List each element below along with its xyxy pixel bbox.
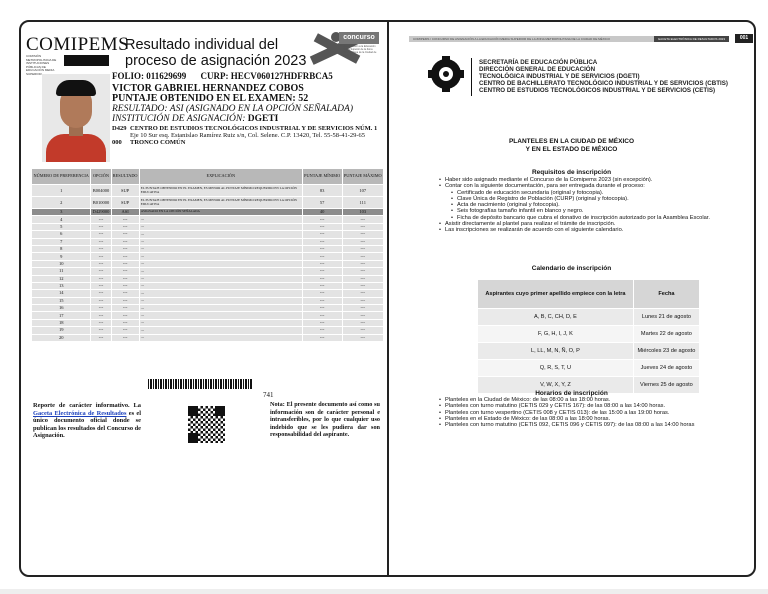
table-cell: --- (140, 312, 302, 318)
table-row (32, 261, 383, 267)
schedule-item: • Planteles con turno matutino (CETIS 029 y CETIS 167): de las 08:00 a las 14:00 horas. (439, 403, 714, 409)
calendar-row (478, 343, 699, 359)
table-cell: --- (112, 224, 139, 230)
org-line: CENTRO DE ESTUDIOS TECNOLÓGICOS INDUSTRIAL Y DE SERVICIOS (CETIS) (479, 87, 716, 94)
table-cell: --- (303, 253, 342, 259)
table-cell: --- (112, 253, 139, 259)
table-header-cell: RESULTADO (112, 169, 139, 184)
table-cell: --- (343, 312, 383, 318)
table-cell: --- (112, 290, 139, 296)
applicant-name: VICTOR GABRIEL HERNANDEZ COBOS (112, 83, 304, 94)
table-cell: --- (303, 312, 342, 318)
tronco-name: TRONCO COMÚN (130, 139, 186, 146)
institution-value: DGETI (247, 114, 279, 124)
requirement-item: • Contar con la siguiente documentación, para ser entregada durante el proceso: (439, 183, 714, 189)
requirement-item: • Clave Única de Registro de Población (CURP) (original y fotocopia). (439, 196, 714, 202)
table-cell: --- (91, 320, 110, 326)
table-cell: ASIGNADO EN LA OPCIÓN SEÑALADA (140, 209, 302, 215)
table-cell: --- (140, 327, 302, 333)
calendar-date: Jueves 24 de agosto (634, 360, 699, 376)
table-cell: 9 (32, 253, 90, 259)
calendar-date: Martes 22 de agosto (634, 326, 699, 342)
table-cell: 15 (32, 298, 90, 304)
calendar-letters: V, W, X, Y, Z (478, 377, 633, 393)
org-line: CENTRO DE BACHILLERATO TECNOLÓGICO INDUSTRIAL Y DE SERVICIOS (CBTIS) (479, 80, 728, 87)
table-cell: --- (343, 224, 383, 230)
table-header-cell: EXPLICACIÓN (140, 169, 302, 184)
table-cell: --- (343, 305, 383, 311)
table-cell: 7 (32, 239, 90, 245)
table-cell: --- (112, 320, 139, 326)
table-cell: --- (140, 216, 302, 222)
requirement-item: • Ficha de depósito bancario que cubra el donativo de inscripción autorizado por la Asamblea Escolar. (439, 215, 714, 221)
table-cell: --- (303, 283, 342, 289)
table-cell: --- (140, 239, 302, 245)
table-cell: --- (91, 253, 110, 259)
table-body (32, 185, 383, 341)
table-cell: --- (303, 335, 342, 341)
table-cell: --- (91, 246, 110, 252)
table-cell: --- (140, 261, 302, 267)
schedule-list (439, 397, 714, 428)
table-cell: 13 (32, 283, 90, 289)
table-row (32, 246, 383, 252)
calendar-letters: A, B, C, CH, D, E (478, 309, 633, 325)
preferences-table (31, 168, 384, 342)
table-cell: --- (140, 298, 302, 304)
logo-subtitle: COMISIÓN METROPOLITANA DE INSTITUCIONES PÚBLICAS DE EDUCACIÓN MEDIA SUPERIOR (26, 54, 57, 76)
table-cell: 8 (32, 246, 90, 252)
requirement-item: • Haber sido asignado mediante el Concurso de la Comipems 2023 (sin excepción). (439, 177, 714, 183)
table-header-row (32, 169, 383, 184)
table-cell: --- (91, 298, 110, 304)
table-cell: --- (343, 327, 383, 333)
table-cell: --- (303, 231, 342, 237)
table-cell: --- (140, 320, 302, 326)
barcode (148, 379, 253, 389)
report-text-pre: Reporte de carácter informativo. La (33, 402, 141, 409)
calendar-row (478, 360, 699, 376)
table-cell: 57 (303, 197, 342, 208)
schedule-title: Horarios de inscripción (535, 390, 608, 397)
table-cell: --- (303, 276, 342, 282)
table-row (32, 216, 383, 222)
table-cell: --- (303, 261, 342, 267)
folio-line (112, 71, 382, 82)
photo-hair (56, 80, 96, 96)
qr-code (187, 405, 226, 444)
table-cell: --- (112, 231, 139, 237)
table-row (32, 335, 383, 341)
table-cell: --- (91, 335, 110, 341)
calendar-body (478, 309, 699, 393)
table-cell: 1 (32, 185, 90, 196)
comipems-logo (26, 34, 130, 76)
calendar-title: Calendario de inscripción (531, 265, 612, 272)
table-cell: --- (343, 216, 383, 222)
table-cell: --- (343, 290, 383, 296)
table-cell: 16 (32, 305, 90, 311)
calendar-row (478, 309, 699, 325)
table-cell: --- (91, 327, 110, 333)
school-code: D429 (112, 125, 127, 132)
logo-word: COMIPEMS (26, 34, 130, 55)
table-cell: 4 (32, 216, 90, 222)
table-cell: --- (303, 246, 342, 252)
requirement-item: • Las inscripciones se realizarán de acuerdo con el siguiente calendario. (439, 227, 714, 233)
concurso-badge: concurso (339, 32, 379, 44)
table-cell: --- (303, 224, 342, 230)
report-notice (33, 402, 141, 440)
schedule-item: • Planteles en el Estado de México: de las 08:00 a las 18:00 horas. (439, 416, 714, 422)
table-cell: --- (91, 216, 110, 222)
table-cell: 83 (303, 185, 342, 196)
requirement-item: • Asistir directamente al plantel para realizar el trámite de inscripción. (439, 221, 714, 227)
table-cell: --- (112, 216, 139, 222)
table-cell: --- (91, 312, 110, 318)
table-cell: --- (112, 305, 139, 311)
calendar-header-row (478, 280, 699, 308)
document-title: Resultado individual del proceso de asignación 2023 (125, 37, 307, 69)
calendar-letters: L, LL, M, N, Ñ, O, P (478, 343, 633, 359)
table-row (32, 312, 383, 318)
table-cell: --- (91, 276, 110, 282)
concurso-tagline: de asignación a la Educación Media Superior de la Zona Metropolitana de la Ciudad de México (343, 45, 377, 57)
table-cell: --- (343, 320, 383, 326)
table-cell: --- (112, 276, 139, 282)
calendar-date: Miércoles 23 de agosto (634, 343, 699, 359)
tronco-code: 000 (112, 139, 122, 146)
table-cell: --- (343, 261, 383, 267)
table-cell: 111 (343, 197, 383, 208)
table-cell: 3 (32, 209, 90, 215)
org-line: TECNOLÓGICA INDUSTRIAL Y DE SERVICIOS (DGETI) (479, 73, 640, 80)
table-cell: --- (140, 276, 302, 282)
table-cell: --- (343, 298, 383, 304)
table-cell: --- (343, 246, 383, 252)
table-cell: --- (112, 327, 139, 333)
requirement-item: • Seis fotografías tamaño infantil en blanco y negro. (439, 208, 714, 214)
table-row (32, 276, 383, 282)
school-address: Eje 10 Sur esq. Estanislao Ramírez Ruiz s/n, Col. Selene. C.P. 13420, Tel. 55-58-41-29-65 (130, 132, 366, 139)
table-row (32, 305, 383, 311)
table-row (32, 209, 383, 215)
table-cell: --- (343, 268, 383, 274)
table-cell: --- (140, 224, 302, 230)
table-cell: --- (140, 305, 302, 311)
table-cell: 6 (32, 231, 90, 237)
table-cell: --- (112, 261, 139, 267)
document-frame (19, 20, 756, 577)
table-row (32, 239, 383, 245)
table-cell: --- (140, 335, 302, 341)
schedule-item: • Planteles en la Ciudad de México: de las 08:00 a las 18:00 horas. (439, 397, 714, 403)
institution-line (112, 114, 382, 124)
table-cell: --- (303, 298, 342, 304)
photo-shirt (46, 134, 106, 162)
table-cell: SUP (112, 197, 139, 208)
logo-divider (471, 58, 472, 96)
table-cell: --- (91, 239, 110, 245)
requirements-title: Requisitos de inscripción (531, 169, 612, 176)
table-cell: --- (91, 290, 110, 296)
gaceta-header-bar (409, 36, 729, 42)
table-row (32, 268, 383, 274)
right-page (389, 22, 754, 575)
table-cell: --- (112, 283, 139, 289)
table-cell: --- (140, 231, 302, 237)
exam-score: PUNTAJE OBTENIDO EN EL EXAMEN: 52 (112, 93, 309, 104)
schedule-item: • Planteles con turno matutino (CETIS 092, CETIS 096 y CETIS 097): de las 08:00 a las 14:00 horas (439, 422, 714, 428)
folio-value: 011629699 (146, 71, 187, 81)
table-cell: --- (140, 268, 302, 274)
table-cell: B010000 (91, 197, 110, 208)
table-cell: --- (303, 290, 342, 296)
planteles-title-line-2: Y EN EL ESTADO DE MÉXICO (525, 145, 618, 153)
table-row (32, 327, 383, 333)
table-cell: --- (112, 312, 139, 318)
table-cell: --- (343, 276, 383, 282)
table-cell: --- (343, 231, 383, 237)
table-cell: D429000 (92, 209, 110, 215)
table-header-cell: NÚMERO DE PREFERENCIA (32, 169, 90, 184)
gaceta-link[interactable]: Gaceta Electrónica de Resultados (33, 409, 127, 417)
table-cell: --- (91, 231, 110, 237)
calendar-row (478, 326, 699, 342)
calendar-letters: Q, R, S, T, U (478, 360, 633, 376)
table-cell: 107 (343, 185, 383, 196)
table-cell: --- (91, 305, 110, 311)
curp-value: HECV060127HDFRBCA5 (230, 71, 333, 81)
table-header-cell: PUNTAJE MÁXIMO (343, 169, 383, 184)
table-cell: --- (140, 246, 302, 252)
table-row (32, 197, 383, 208)
table-cell: 103 (343, 209, 383, 215)
calendar-date: Viernes 25 de agosto (634, 377, 699, 393)
table-row (32, 320, 383, 326)
requirement-item: • Acta de nacimiento (original y fotocopia). (439, 202, 714, 208)
left-page (21, 22, 387, 575)
table-row (32, 185, 383, 196)
tronco-line (112, 139, 382, 147)
barcode-number: 741 (263, 391, 274, 399)
institution-label: INSTITUCIÓN DE ASIGNACIÓN: (112, 114, 246, 124)
school-line (112, 125, 382, 132)
table-cell: --- (91, 224, 110, 230)
table-cell: 19 (32, 327, 90, 333)
school-name: CENTRO DE ESTUDIOS TECNOLÓGICOS INDUSTRIAL Y DE SERVICIOS NÚM. 1 (130, 125, 378, 132)
header-bar-text: COMIPEMS / CONCURSO DE ASIGNACIÓN A LA EDUCACIÓN MEDIA SUPERIOR DE LA ZONA METROPOLITANA DE LA CIUDAD DE MÉXICO (413, 37, 610, 41)
table-cell: --- (140, 290, 302, 296)
curp-label: CURP: (200, 71, 229, 81)
table-cell: EL PUNTAJE OBTENIDO EN EL EXAMEN, ES MENOR AL PUNTAJE MÍNIMO REQUERIDO EN LA OPCIÓN EDUCATIVA (140, 197, 302, 208)
calendar-letters: F, G, H, I, J, K (478, 326, 633, 342)
table-cell: --- (112, 298, 139, 304)
calendar-header-letters: Aspirantes cuyo primer apellido empiece con la letra (478, 280, 633, 308)
calendar-table (477, 279, 700, 394)
table-cell: --- (303, 216, 342, 222)
table-cell: --- (303, 239, 342, 245)
table-cell: 18 (32, 320, 90, 326)
table-cell: --- (303, 327, 342, 333)
table-cell: --- (343, 283, 383, 289)
table-cell: --- (91, 261, 110, 267)
schedule-item: • Planteles con turno vespertino (CETIS 008 y CETIS 013): de las 15:00 a las 19:00 horas. (439, 410, 714, 416)
header-bar-label: GACETA ELECTRÓNICA DE RESULTADOS 2023 (654, 36, 729, 42)
table-cell: --- (140, 283, 302, 289)
concurso-logo (301, 28, 381, 70)
redaction-bar (64, 55, 109, 66)
table-cell: --- (303, 320, 342, 326)
planteles-title (389, 138, 754, 153)
report-text-post: es el único documento oficial donde se publican los resultados del Concurso de Asignación. (33, 409, 142, 439)
table-cell: EL PUNTAJE OBTENIDO EN EL EXAMEN, ES MENOR AL PUNTAJE MÍNIMO REQUERIDO EN LA OPCIÓN EDUCATIVA (140, 185, 302, 196)
org-line: SECRETARÍA DE EDUCACIÓN PÚBLICA (479, 59, 598, 66)
table-cell: 5 (32, 224, 90, 230)
table-cell: 17 (32, 312, 90, 318)
table-cell: 11 (32, 268, 90, 274)
table-row (32, 298, 383, 304)
planteles-title-line-1: PLANTELES EN LA CIUDAD DE MÉXICO (508, 138, 635, 145)
table-cell: --- (112, 268, 139, 274)
table-cell: 10 (32, 261, 90, 267)
table-cell: --- (91, 268, 110, 274)
table-cell: 14 (32, 290, 90, 296)
calendar-header-date: Fecha (634, 280, 699, 308)
table-row (32, 231, 383, 237)
bottom-strip (0, 589, 768, 594)
table-header-cell: PUNTAJE MÍNIMO (303, 169, 342, 184)
table-cell: 20 (32, 335, 90, 341)
table-cell: --- (91, 283, 110, 289)
calendar-date: Lunes 21 de agosto (634, 309, 699, 325)
table-cell: SUP (112, 185, 139, 196)
table-cell: --- (112, 239, 139, 245)
requirement-item: • Certificado de educación secundaria (original y fotocopia). (439, 190, 714, 196)
applicant-info (112, 71, 382, 147)
folio-label: FOLIO: (112, 71, 145, 81)
org-line: DIRECCIÓN GENERAL DE EDUCACIÓN (479, 66, 596, 73)
table-header-cell: OPCIÓN (91, 169, 110, 184)
requirements-list (439, 177, 714, 234)
table-cell: B004000 (91, 185, 110, 196)
table-cell: --- (112, 335, 139, 341)
page-number: 001 (735, 34, 753, 43)
table-cell: --- (303, 305, 342, 311)
table-row (32, 283, 383, 289)
table-cell: --- (343, 239, 383, 245)
table-cell: --- (343, 335, 383, 341)
table-cell: 40 (303, 209, 342, 215)
table-row (32, 224, 383, 230)
result-line: RESULTADO: ASI (ASIGNADO EN LA OPCIÓN SEÑALADA) (112, 104, 353, 114)
applicant-photo (42, 74, 110, 162)
organization-block (479, 59, 728, 94)
dgeti-gear-icon (431, 59, 461, 89)
table-cell: 12 (32, 276, 90, 282)
table-row (32, 253, 383, 259)
table-cell: --- (112, 246, 139, 252)
privacy-note: Nota: El presente documento así como su información son de carácter personal e intransferibles, por lo que cualquier uso indebido que se les pudiera dar son responsabilidad del aspirante. (270, 401, 380, 438)
table-row (32, 290, 383, 296)
table-cell: 2 (32, 197, 90, 208)
table-cell: --- (343, 253, 383, 259)
table-cell: ASI (112, 209, 139, 215)
table-cell: --- (140, 253, 302, 259)
table-cell: --- (303, 268, 342, 274)
